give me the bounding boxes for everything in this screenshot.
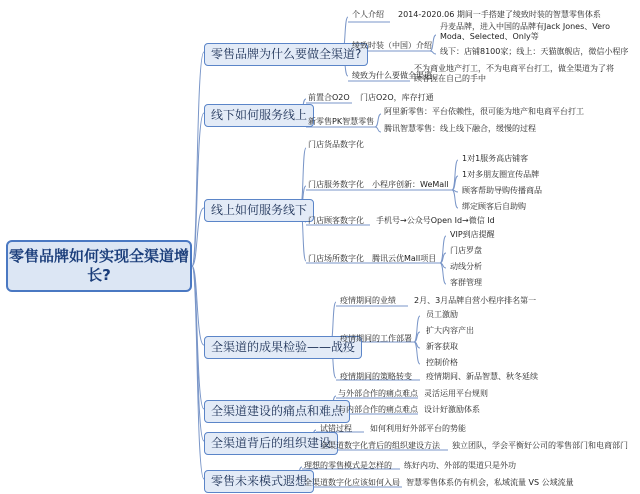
leaf-org-4[interactable]: 控制价格 [426, 358, 458, 367]
leaf-company-brands-line1: 丹麦品牌，进入中国的品牌有Jack Jones、Vero [440, 22, 611, 31]
leaf-intro[interactable]: 2014-2020.06 期间一手搭建了绫致时装的智慧零售体系 [398, 10, 601, 19]
sub-business[interactable]: 疫情期间的业绩 [340, 296, 396, 305]
topic-pandemic-results[interactable]: 全渠道的成果检验——战疫 [204, 336, 362, 359]
leaf-wemall-2[interactable]: 1对多朋友圈宣传品牌 [462, 170, 540, 179]
sub-trial[interactable]: 试错过程 [320, 424, 352, 433]
root-node[interactable] [6, 240, 192, 292]
leaf-why-line2: 顾客握在自己的手中 [414, 74, 486, 83]
leaf-venue-1[interactable]: VIP到店提醒 [450, 230, 495, 239]
leaf-company-stores[interactable]: 线下：店铺8100家；线上：天猫旗舰店，微信小程序 [440, 47, 629, 56]
root-title-line1: 零售品牌如何实现全渠道增 [8, 247, 189, 266]
topic-organization[interactable]: 全渠道背后的组织建设 [204, 432, 338, 455]
sub-method[interactable]: 全渠道数字化背后的组织建设方法 [320, 441, 440, 450]
root-title-line2: 长? [87, 266, 111, 284]
leaf-ideal[interactable]: 练好内功、外部的渠道只是外功 [404, 461, 516, 470]
leaf-strategy[interactable]: 疫情期间、新品智慧、秋冬延续 [426, 372, 538, 381]
leaf-company-brands[interactable] [440, 22, 610, 42]
leaf-wemall-1[interactable]: 1对1服务高店铺客 [462, 154, 529, 163]
leaf-method[interactable]: 独立团队，学会平衡好公司的零售部门和电商部门 [452, 441, 628, 450]
leaf-o2o[interactable]: 门店O2O，库存打通 [360, 93, 434, 102]
leaf-wemall-4[interactable]: 绑定顾客后自助购 [462, 202, 526, 211]
sub-internal[interactable]: 与内部合作的痛点难点 [338, 405, 418, 414]
leaf-why[interactable] [414, 64, 614, 84]
sub-strategy[interactable]: 疫情期间的策略转变 [340, 372, 412, 381]
leaf-wemall-3[interactable]: 顾客帮助导购传播商品 [462, 186, 542, 195]
sub-venue-mall[interactable]: 腾讯云优Mall项目 [372, 254, 437, 263]
leaf-venue-2[interactable]: 门店罗盘 [450, 246, 482, 255]
leaf-internal[interactable]: 设计好激励体系 [424, 405, 480, 414]
leaf-org-3[interactable]: 新客获取 [426, 342, 458, 351]
leaf-customer[interactable]: 手机号→公众号Open Id→微信 Id [376, 216, 495, 225]
leaf-pk-alibaba[interactable]: 阿里新零售：平台依赖性，很可能为地产和电商平台打工 [384, 107, 584, 116]
leaf-venue-4[interactable]: 客群管理 [450, 278, 482, 287]
sub-company[interactable]: 绫致时装（中国）介绍 [352, 41, 432, 50]
sub-why[interactable]: 绫致为什么要做全渠道 [352, 71, 432, 80]
sub-ideal[interactable]: 理想的零售模式是怎样的 [304, 461, 392, 470]
leaf-venue-3[interactable]: 动线分析 [450, 262, 482, 271]
sub-service[interactable]: 门店服务数字化 [308, 180, 364, 189]
leaf-pk-tencent[interactable]: 腾讯智慧零售：线上线下融合，缓慢的过程 [384, 124, 536, 133]
leaf-org-2[interactable]: 扩大内容产出 [426, 326, 474, 335]
sub-wemall[interactable]: 小程序创新：WeMall [372, 180, 449, 189]
leaf-digital[interactable]: 智慧零售体系仍有机会，私域流量 VS 公域流量 [406, 478, 574, 487]
topic-online-serves-offline[interactable]: 线上如何服务线下 [204, 199, 314, 222]
leaf-trial[interactable]: 如何利用好外部平台的势能 [370, 424, 466, 433]
leaf-why-line1: 不为商业地产打工，不为电商平台打工，做全渠道为了将 [414, 64, 614, 73]
sub-venue[interactable]: 门店场所数字化 [308, 254, 364, 263]
topic-why-omnichannel[interactable]: 零售品牌为什么要做全渠道? [204, 43, 368, 66]
sub-goods[interactable]: 门店货品数字化 [308, 140, 364, 149]
topic-offline-serves-online[interactable]: 线下如何服务线上 [204, 104, 314, 127]
sub-external[interactable]: 与外部合作的痛点难点 [338, 389, 418, 398]
leaf-company-brands-line2: Moda、Selected、Only等 [440, 32, 539, 41]
sub-customer[interactable]: 门店顾客数字化 [308, 216, 364, 225]
topic-future-model[interactable]: 零售未来模式遐想 [204, 470, 314, 493]
leaf-org-1[interactable]: 员工激励 [426, 310, 458, 319]
sub-intro[interactable]: 个人介绍 [352, 10, 384, 19]
sub-o2o[interactable]: 前置合O2O [308, 93, 350, 102]
topic-pain-points[interactable]: 全渠道建设的痛点和难点 [204, 400, 350, 423]
sub-pk[interactable]: 新零售PK智慧零售 [308, 117, 375, 126]
leaf-business[interactable]: 2月、3月品牌自营小程序排名第一 [414, 296, 537, 305]
leaf-external[interactable]: 灵活运用平台规则 [424, 389, 488, 398]
sub-digital[interactable]: 全渠道数字化应该如何入局 [304, 478, 400, 487]
sub-org[interactable]: 疫情期间的工作部署 [340, 334, 412, 343]
